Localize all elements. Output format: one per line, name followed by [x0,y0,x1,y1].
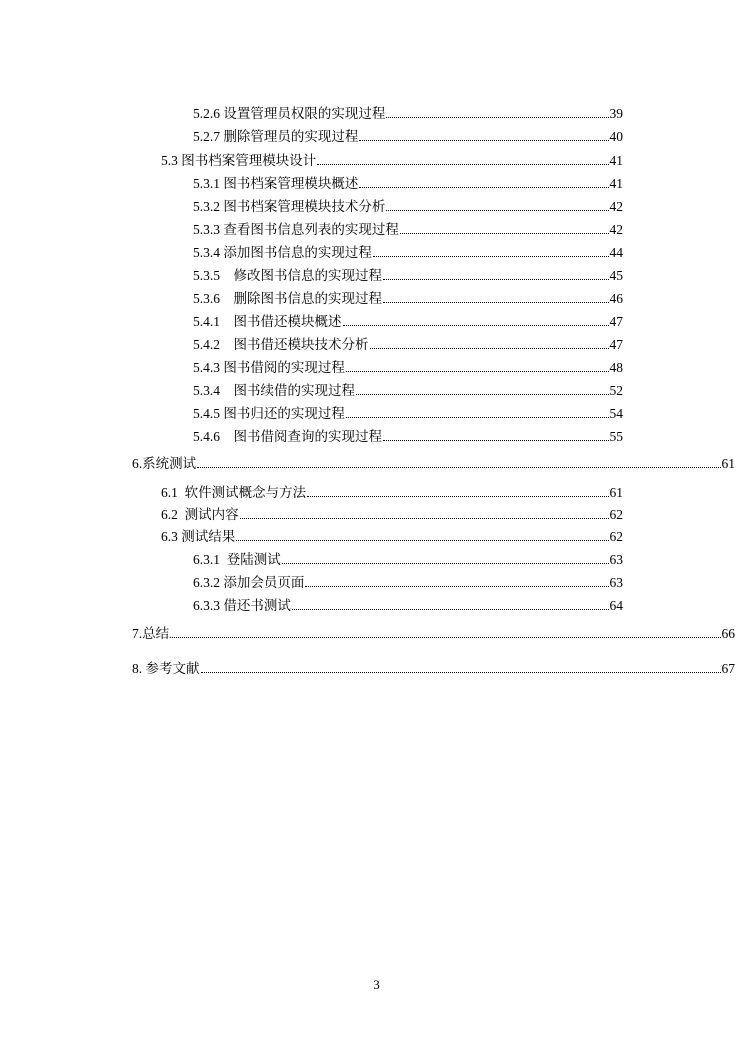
toc-entry-page: 47 [609,314,623,329]
dot-leader [317,153,608,165]
toc-entry [193,429,623,445]
toc-entry-label: 5.4.3 图书借阅的实现过程 [193,360,345,375]
dot-leader [400,222,609,234]
toc-entry-label: 5.4.1 图书借还模块概述 [193,314,342,329]
dot-leader [305,575,608,587]
dot-leader [383,291,609,303]
dot-leader [236,529,608,541]
toc-entry [161,153,623,169]
toc-entry-page: 47 [609,337,623,352]
dot-leader [383,268,609,280]
toc-entry [193,222,623,238]
toc-entry [193,314,623,330]
toc-entry [193,268,623,284]
toc-entry-page: 66 [721,626,735,641]
toc-entry-label: 5.2.6 设置管理员权限的实现过程 [193,106,386,121]
toc-entry-label: 6.1 软件测试概念与方法 [161,485,307,500]
toc-entry-page: 42 [609,199,623,214]
toc-entry-label: 5.3.1 图书档案管理模块概述 [193,176,359,191]
dot-leader [359,129,608,141]
toc-entry [161,529,623,545]
toc-entry-page: 62 [609,529,623,544]
toc-entry-label: 5.3.3 查看图书信息列表的实现过程 [193,222,399,237]
toc-entry [161,507,623,523]
toc-entry-label: 6.系统测试 [132,456,197,471]
dot-leader [383,429,609,441]
toc-entry-label: 5.2.7 删除管理员的实现过程 [193,129,359,144]
dot-leader [346,406,609,418]
toc-entry [193,598,623,614]
dot-leader [240,507,609,519]
toc-entry-label: 6.3.1 登陆测试 [193,552,281,567]
toc-entry-page: 44 [609,245,623,260]
toc-entry [193,129,623,145]
toc-entry-label: 5.3.2 图书档案管理模块技术分析 [193,199,386,214]
dot-leader [307,485,608,497]
toc-entry-page: 41 [609,153,623,168]
toc-entry-page: 42 [609,222,623,237]
toc-entry-page: 55 [609,429,623,444]
toc-entry-page: 62 [609,507,623,522]
dot-leader [356,383,609,395]
toc-entry [193,383,623,399]
toc-entry-page: 63 [609,575,623,590]
dot-leader [373,245,609,257]
toc-entry [132,456,735,472]
dot-leader [282,552,609,564]
toc-entry [193,360,623,376]
toc-entry [193,575,623,591]
toc-entry-label: 6.3.3 借还书测试 [193,598,291,613]
dot-leader [370,337,609,349]
toc-entry [193,291,623,307]
toc-entry-page: 41 [609,176,623,191]
toc-entry [161,485,623,501]
toc-entry-label: 5.3.6 删除图书信息的实现过程 [193,291,382,306]
toc-entry-page: 61 [609,485,623,500]
toc-entry [193,176,623,192]
dot-leader [386,199,608,211]
dot-leader [197,456,720,468]
dot-leader [201,661,721,673]
toc-entry-page: 45 [609,268,623,283]
toc-entry-label: 6.2 测试内容 [161,507,239,522]
toc-entry-label: 6.3.2 添加会员页面 [193,575,305,590]
toc-entry [193,106,623,122]
dot-leader [343,314,609,326]
toc-entry-label: 5.4.2 图书借还模块技术分析 [193,337,369,352]
toc-entry-page: 64 [609,598,623,613]
toc-entry-page: 46 [609,291,623,306]
toc-entry [132,626,735,642]
toc-entry-label: 6.3 测试结果 [161,529,236,544]
dot-leader [292,598,609,610]
toc-entry [193,245,623,261]
toc-entry-page: 63 [609,552,623,567]
toc-entry-label: 5.4.5 图书归还的实现过程 [193,406,345,421]
toc-entry-label: 8. 参考文献 [132,661,200,676]
toc-entry-page: 48 [609,360,623,375]
toc-entry-page: 52 [609,383,623,398]
dot-leader [170,626,720,638]
toc-entry-page: 67 [721,661,735,676]
toc-entry [193,552,623,568]
toc-entry-page: 61 [721,456,735,471]
dot-leader [359,176,608,188]
toc-entry-label: 5.3 图书档案管理模块设计 [161,153,317,168]
toc-entry-label: 5.3.4 添加图书信息的实现过程 [193,245,372,260]
toc-entry [132,661,735,677]
toc-entry [193,199,623,215]
toc-entry-label: 5.3.5 修改图书信息的实现过程 [193,268,382,283]
toc-entry-page: 39 [609,106,623,121]
toc-entry [193,337,623,353]
toc-entry-label: 5.3.4 图书续借的实现过程 [193,383,355,398]
toc-entry-page: 54 [609,406,623,421]
toc-entry-label: 7.总结 [132,626,170,641]
dot-leader [346,360,609,372]
toc-entry-page: 40 [609,129,623,144]
page-number: 3 [373,977,380,992]
dot-leader [386,106,608,118]
toc-entry-label: 5.4.6 图书借阅查询的实现过程 [193,429,382,444]
toc-entry [193,406,623,422]
